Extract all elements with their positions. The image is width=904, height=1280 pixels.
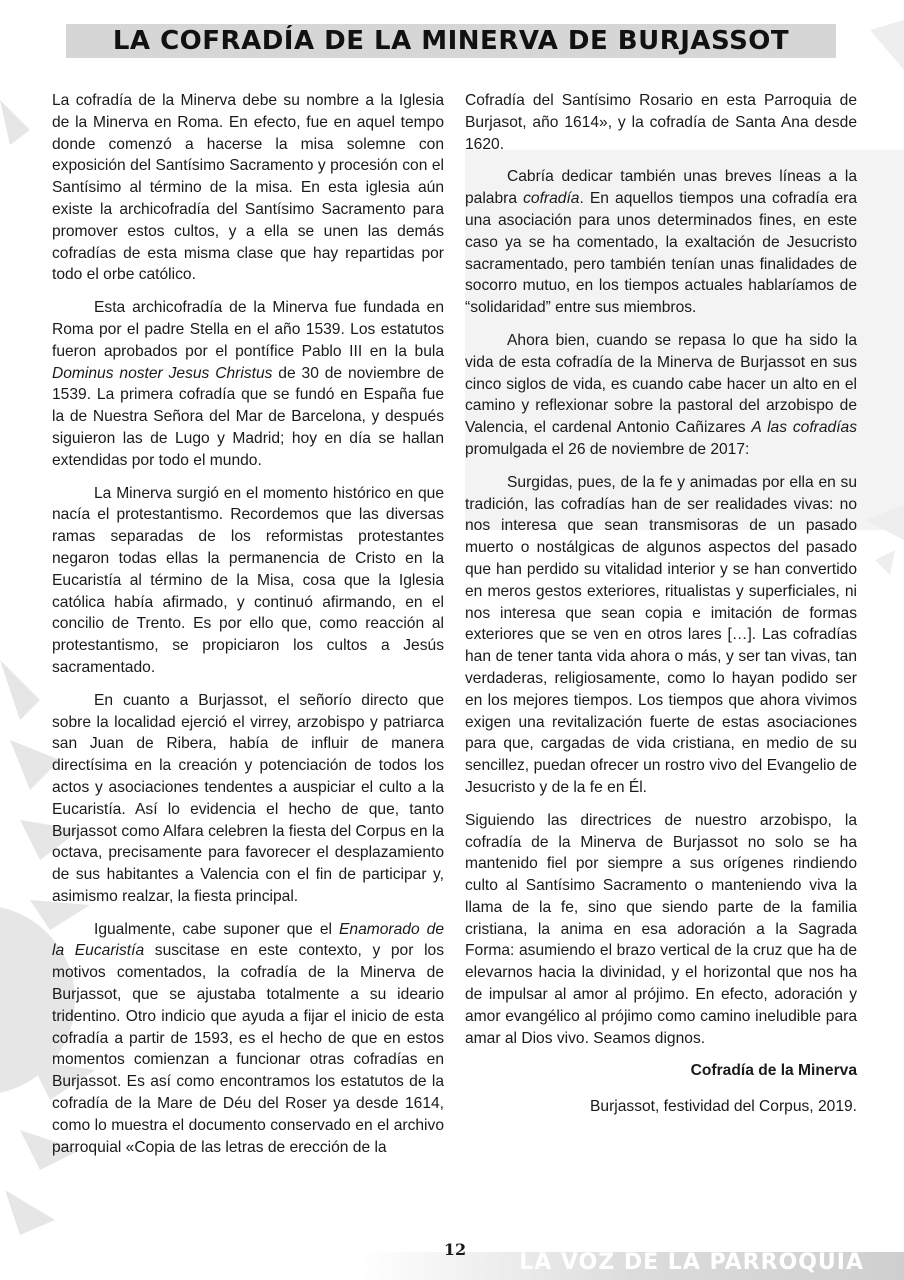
text-run: Igualmente, cabe suponer que el [94,920,339,938]
paragraph [465,330,857,461]
bull-title: Dominus noster Jesus Christus [52,364,273,382]
paragraph: La Minerva surgió en el momento histórico en que nacía el protestantismo. Recordemos que las diversas ramas separadas de los reformistas protestantes negaron todas ellas la permanencia de Cristo en la Eucaristía al término de la Misa, cosa que la Iglesia católica había afirmado, y continuó afirmando, en el concilio de Trento. Es por ello que, como reacción al protestantismo, se propiciaron los cultos a Jesús sacramentado. [52,484,444,676]
quoted-paragraph: Surgidas, pues, de la fe y animadas por ella en su tradición, las cofradías han de ser realidades vivas: no nos interesa que sean transmisoras de un pasado muerto o nostálgicas de algunos aspectos del pasado que han perdido su vitalidad interior y se han convertido en meros gestos exteriores, ritualistas y superficiales, ni nos interesa que sean copia e imitación de formas exteriores que se ven en otros lares […]. Las cofradías han de tener tanta vida ahora o más, y ser tan vivas, tan verdaderas, religiosamente, como lo hayan podido ser en los mejores tiempos. Los tiempos que ahora vivimos exigen una revitalización fuerte de estas asociaciones para que, cargadas de vida cristiana, en medio de su sencillez, puedan ofrecer un rostro vivo del Evangelio de Jesucristo y de la fe en Él. [465,473,857,796]
paragraph: Siguiendo las directrices de nuestro arzobispo, la cofradía de la Minerva de Burjassot no solo se ha mantenido fiel por siempre a sus orígenes rindiendo culto al Santísimo Sacramento o manteniendo viva la llama de la fe, sino que siendo parte de la familia cristiana, la anima en esa adoración a la Sagrada Forma: asumiendo el brazo vertical de la cruz que ha de elevarnos hacia la divinidad, y el horizontal que nos ha de impulsar al amor al prójimo. En efecto, adoración y amor evangélico al prójimo como camino ineludible para amar al Dios vivo. Seamos dignos. [465,811,857,1047]
text-run: . En aquellos tiempos una cofradía era una asociación para unos determinados fines, en este caso ya se ha comentado, la exaltación de Jesucristo sacramentado, pero también tenían unas finalidades de socorro mutuo, en los tiempos actuales hablaríamos de “solidaridad” entre sus miembros. [465,190,857,317]
publication-name: LA VOZ DE LA PARROQUIA [519,1250,864,1275]
text-run: Ahora bien, cuando se repasa lo que ha sido la vida de esta cofradía de la Minerva de Burjassot en sus cinco siglos de vida, es cuando cabe hacer un alto en el camino y reflexionar sobre la pastoral del arzobispo de Valencia, el cardenal Antonio Cañizares [465,331,857,437]
term: cofradía [523,190,580,208]
paragraph [52,297,444,471]
paragraph: Cofradía del Santísimo Rosario en esta Parroquia de Burjasot, año 1614», y la cofradía de Santa Ana desde 1620. [465,92,857,153]
paragraph: En cuanto a Burjassot, el señorío directo que sobre la localidad ejerció el virrey, arzobispo y patriarca san Juan de Ribera, había de influir de manera directísima en la creación y potenciación de todos los actos y asociaciones tendentes a auspiciar el culto a la Eucaristía. Así lo evidencia el hecho de que, tanto Burjassot como Alfara celebren la fiesta del Corpus en la octava, precisamente para favorecer el desplazamiento de sus habitantes a Valencia con el fin de participar y, asimismo realzar, la fiesta principal. [52,691,444,905]
page-title: LA COFRADÍA DE LA MINERVA DE BURJASSOT [112,26,790,56]
paragraph [52,919,444,1159]
page-number: 12 [443,1240,467,1259]
right-column [465,90,857,1129]
text-run: suscitase en este contexto, y por los motivos comentados, la cofradía de la Minerva de Burjassot, que se ajustaba totalmente a su ideario tridentino. Otro indicio que ayuda a fijar el inicio de esta cofradía a partir de 1593, es el hecho de que en estos momentos comienzan a funcionar otras cofradías en Burjassot. Es así como encontramos los estatutos de la cofradía de la Mare de Déu del Roser ya desde 1614, como lo muestra el documento conservado en el archivo parroquial «Copia de las letras de erección de la [52,942,444,1156]
signature-place-date: Burjassot, festividad del Corpus, 2019. [590,1098,857,1116]
paragraph: La cofradía de la Minerva debe su nombre a la Iglesia de la Minerva en Roma. En efecto, fue en aquel tempo donde comenzó a hacerse la misa solemne con exposición del Santísimo Sacramento y procesión con el Santísimo al término de la misa. En esta iglesia aún existe la archicofradía del Santísimo Sacramento para promover estos cultos, y a ella se unen las demás cofradías de esta misma clase que hay repartidas por todo el orbe católico. [52,92,444,284]
paragraph [465,166,857,319]
text-run: Cabría dedicar también unas breves líneas a la palabra [465,168,857,208]
signature-name: Cofradía de la Minerva [690,1062,857,1080]
pastoral-title: A las cofradías [751,419,857,437]
text-run: promulgada el 26 de noviembre de 2017: [465,440,750,458]
left-column [52,90,444,1169]
text-run: Esta archicofradía de la Minerva fue fundada en Roma por el padre Stella en el año 1539. Los estatutos fueron aprobados por el pontífice Pablo III en la bula [52,299,444,360]
epithet-title: Enamorado de la Eucaristía [52,920,444,960]
text-run: de 30 de noviembre de 1539. La primera cofradía que se fundó en España fue la de Nuestra Señora del Mar de Barcelona, y después siguieron las de Lugo y Madrid; hoy en día se hallan extendidas por todo el mundo. [52,364,444,469]
